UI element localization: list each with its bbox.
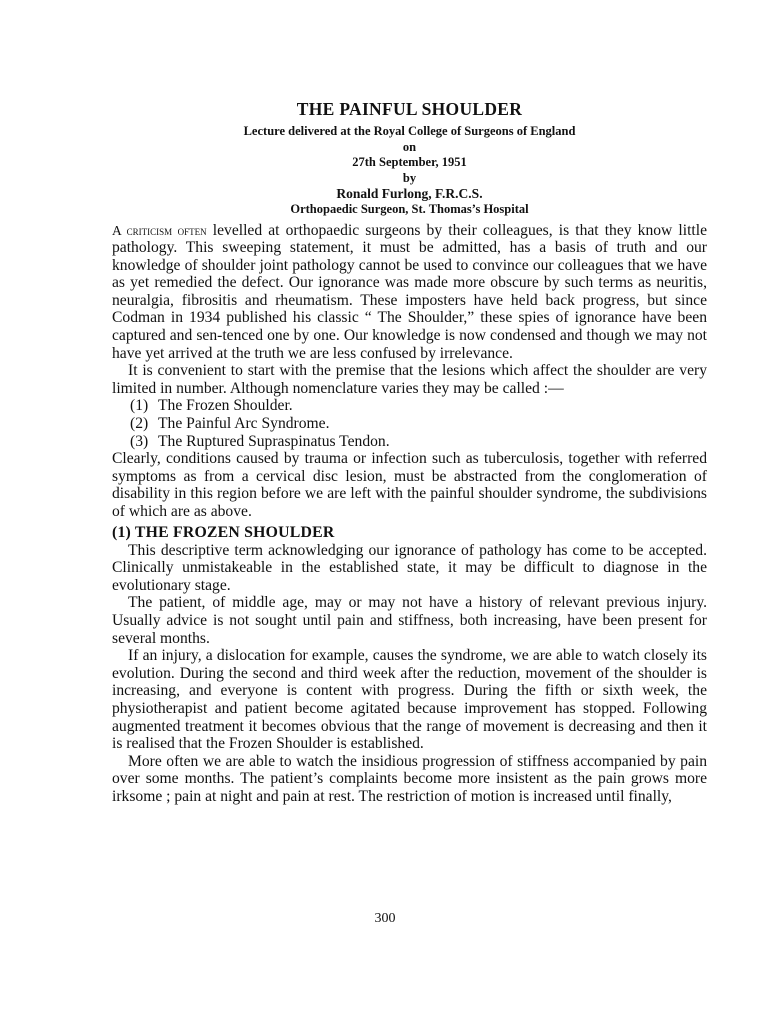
- list-item-text: The Frozen Shoulder.: [158, 397, 293, 415]
- section1-paragraph-3: If an injury, a dislocation for example, causes the syndrome, we are able to watch closely its evolution. During the second and third week after the reduction, movement of the shoulder is increasing, and everyone is content with progress. During the fifth or sixth week, the physiotherapist and patient become agitated because improvement has stopped. Following augmented treatment it becomes obvious that the range of movement is decreasing and then it is realised that the Frozen Shoulder is established.: [112, 647, 707, 753]
- intro-lead-words: A criticism often: [112, 222, 207, 238]
- section-heading-frozen-shoulder: (1) THE FROZEN SHOULDER: [112, 523, 335, 541]
- list-item: [112, 397, 707, 415]
- lecture-date: 27th September, 1951: [352, 155, 467, 169]
- article-title: THE PAINFUL SHOULDER: [296, 99, 523, 119]
- section1-paragraph-4: More often we are able to watch the insidious progression of stiffness accompanied by pain over some months. The patient’s complaints become more insistent as the pain grows more irksome ; pain at night and pain at rest. The restriction of motion is increased until finally,: [112, 752, 707, 805]
- author-affiliation: Orthopaedic Surgeon, St. Thomas’s Hospital: [290, 202, 529, 216]
- list-item-text: The Ruptured Supraspinatus Tendon.: [158, 432, 390, 450]
- section1-paragraph-2: The patient, of middle age, may or may not have a history of relevant previous injury. Usually advice is not sought until pain and stiffness, both increasing, have been present for several months.: [112, 594, 707, 647]
- section1-paragraph-1: This descriptive term acknowledging our ignorance of pathology has come to be accepted. Clinically unmistakeable in the established state, it may be difficult to diagnose in the evolutionary stage.: [112, 541, 707, 594]
- article-page: [112, 98, 707, 806]
- list-item-number: (2): [130, 415, 149, 433]
- intro-paragraph-2: It is convenient to start with the premise that the lesions which affect the shoulder are very limited in number. Although nomenclature varies they may be called :—: [112, 362, 707, 397]
- intro-paragraph-1-text: levelled at orthopaedic surgeons by their colleagues, is that they know little pathology. This sweeping statement, it must be admitted, has a basis of truth and our knowledge of shoulder joint pathology cannot be used to convince our colleagues that we have as yet remedied the defect. Our ignorance was made more obscure by such terms as neuritis, neuralgia, fibrositis and rheumatism. These imposters have held back progress, but since Codman in 1934 published his classic “ The Shoulder,” these spies of ignorance have been captured and sen-tenced one by one. Our knowledge is now condensed and though we may not have yet arrived at the truth we are less confused by irrelevance.: [112, 221, 708, 362]
- lecture-venue: Lecture delivered at the Royal College of Surgeons of England: [243, 124, 576, 138]
- list-item: [112, 433, 707, 451]
- intro-paragraph-3: Clearly, conditions caused by trauma or infection such as tuberculosis, together with referred symptoms as from a cervical disc lesion, must be abstracted from the conglomeration of disability in this region before we are left with the painful shoulder syndrome, the subdivisions of which are as above.: [112, 450, 707, 520]
- lesion-list: [112, 397, 707, 450]
- article-header: [112, 98, 707, 218]
- header-on: on: [402, 139, 417, 154]
- author-name: Ronald Furlong, F.R.C.S.: [336, 186, 483, 201]
- header-by: by: [402, 170, 417, 185]
- list-item-text: The Painful Arc Syndrome.: [158, 415, 330, 433]
- list-item-number: (1): [130, 397, 149, 415]
- article-body: [112, 222, 707, 806]
- list-item-number: (3): [130, 432, 149, 450]
- intro-paragraph-1: [112, 222, 707, 363]
- list-item: [112, 415, 707, 433]
- page-number: 300: [374, 911, 396, 926]
